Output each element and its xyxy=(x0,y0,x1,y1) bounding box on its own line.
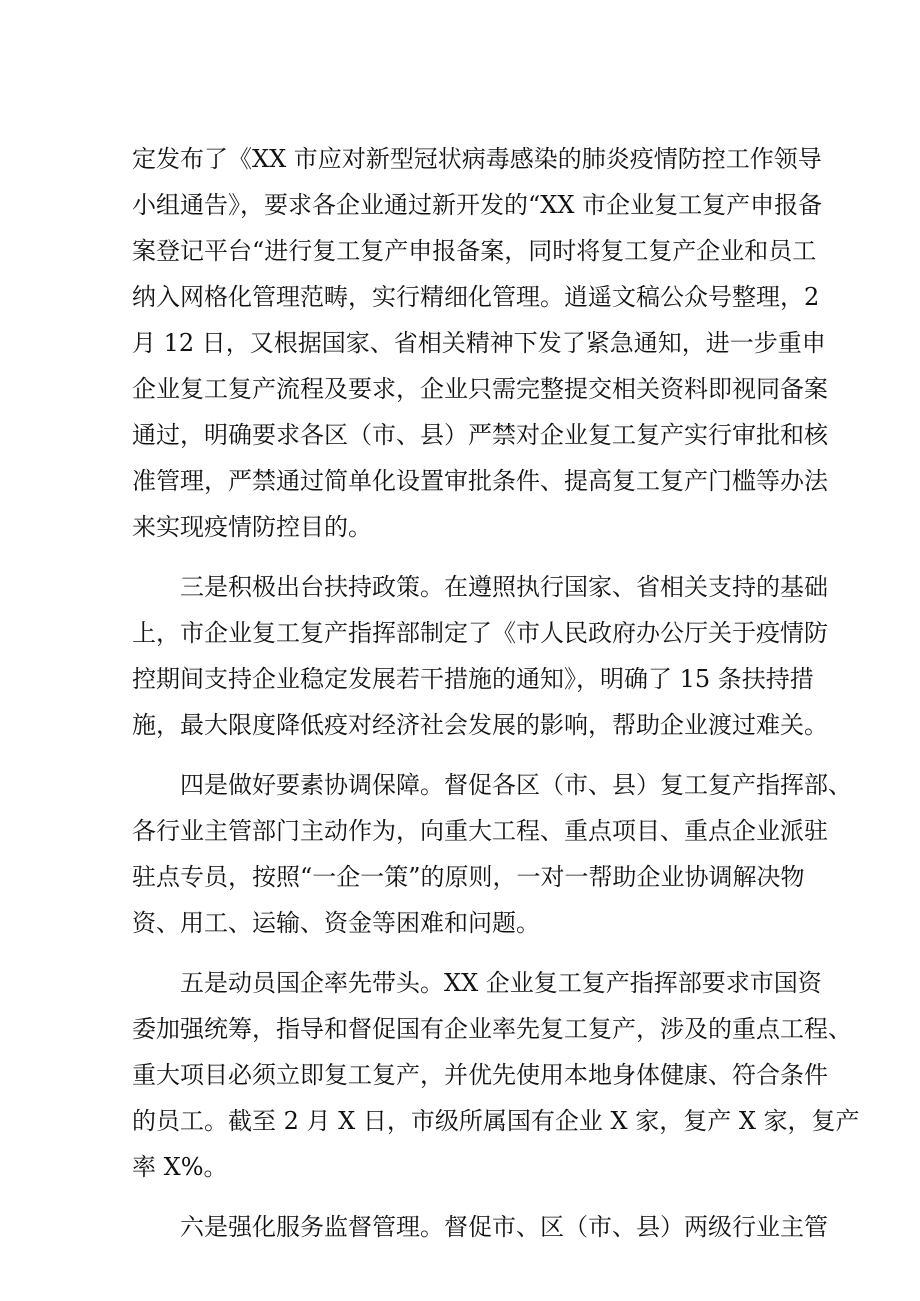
text-line: 定发布了《XX 市应对新型冠状病毒感染的肺炎疫情防控工作领导 xyxy=(132,145,822,173)
text-line: 通过，明确要求各区（市、县）严禁对企业复工复产实行审批和核 xyxy=(132,421,828,449)
text-line: 企业复工复产流程及要求，企业只需完整提交相关资料即视同备案 xyxy=(132,375,828,403)
text-line: 驻点专员，按照“一企一策”的原则，一对一帮助企业协调解决物 xyxy=(132,863,805,891)
text-line: 各行业主管部门主动作为，向重大工程、重点项目、重点企业派驻 xyxy=(132,817,828,845)
paragraph-state-enterprises xyxy=(132,960,860,1190)
text-line: 准管理，严禁通过简单化设置审批条件、提高复工复产门槛等办法 xyxy=(132,467,828,495)
text-line: 控期间支持企业稳定发展若干措施的通知》，明确了 15 条扶持措 xyxy=(132,665,814,693)
text-line: 案登记平台“进行复工复产申报备案，同时将复工复产企业和员工 xyxy=(132,237,817,265)
text-line: 六是强化服务监督管理。督促市、区（市、县）两级行业主管 xyxy=(180,1213,828,1241)
text-line: 委加强统筹，指导和督促国有企业率先复工复产，涉及的重点工程、 xyxy=(132,1015,852,1043)
text-line: 资、用工、运输、资金等困难和问题。 xyxy=(132,909,540,937)
text-line: 施，最大限度降低疫对经济社会发展的影响，帮助企业渡过难关。 xyxy=(132,711,828,739)
text-line: 五是动员国企率先带头。XX 企业复工复产指挥部要求市国资 xyxy=(180,969,822,997)
text-line: 来实现疫情防控目的。 xyxy=(132,513,372,541)
paragraph-continuation xyxy=(132,136,828,550)
text-line: 的员工。截至 2 月 X 日，市级所属国有企业 X 家，复产 X 家，复产 xyxy=(132,1107,860,1135)
paragraph-policy-support xyxy=(132,564,828,748)
paragraph-resource-coordination xyxy=(132,762,852,946)
paragraph-service-supervision xyxy=(132,1204,828,1250)
text-line: 三是积极出台扶持政策。在遵照执行国家、省相关支持的基础 xyxy=(180,573,828,601)
text-line: 上，市企业复工复产指挥部制定了《市人民政府办公厅关于疫情防 xyxy=(132,619,828,647)
text-line: 重大项目必须立即复工复产，并优先使用本地身体健康、符合条件 xyxy=(132,1061,828,1089)
text-line: 纳入网格化管理范畴，实行精细化管理。逍遥文稿公众号整理，2 xyxy=(132,283,820,311)
text-line: 月 12 日，又根据国家、省相关精神下发了紧急通知，进一步重申 xyxy=(132,329,826,357)
text-line: 小组通告》，要求各企业通过新开发的“XX 市企业复工复产申报备 xyxy=(132,191,823,219)
text-line: 四是做好要素协调保障。督促各区（市、县）复工复产指挥部、 xyxy=(180,771,852,799)
text-line: 率 X%。 xyxy=(132,1153,228,1181)
document-body xyxy=(132,136,860,1264)
